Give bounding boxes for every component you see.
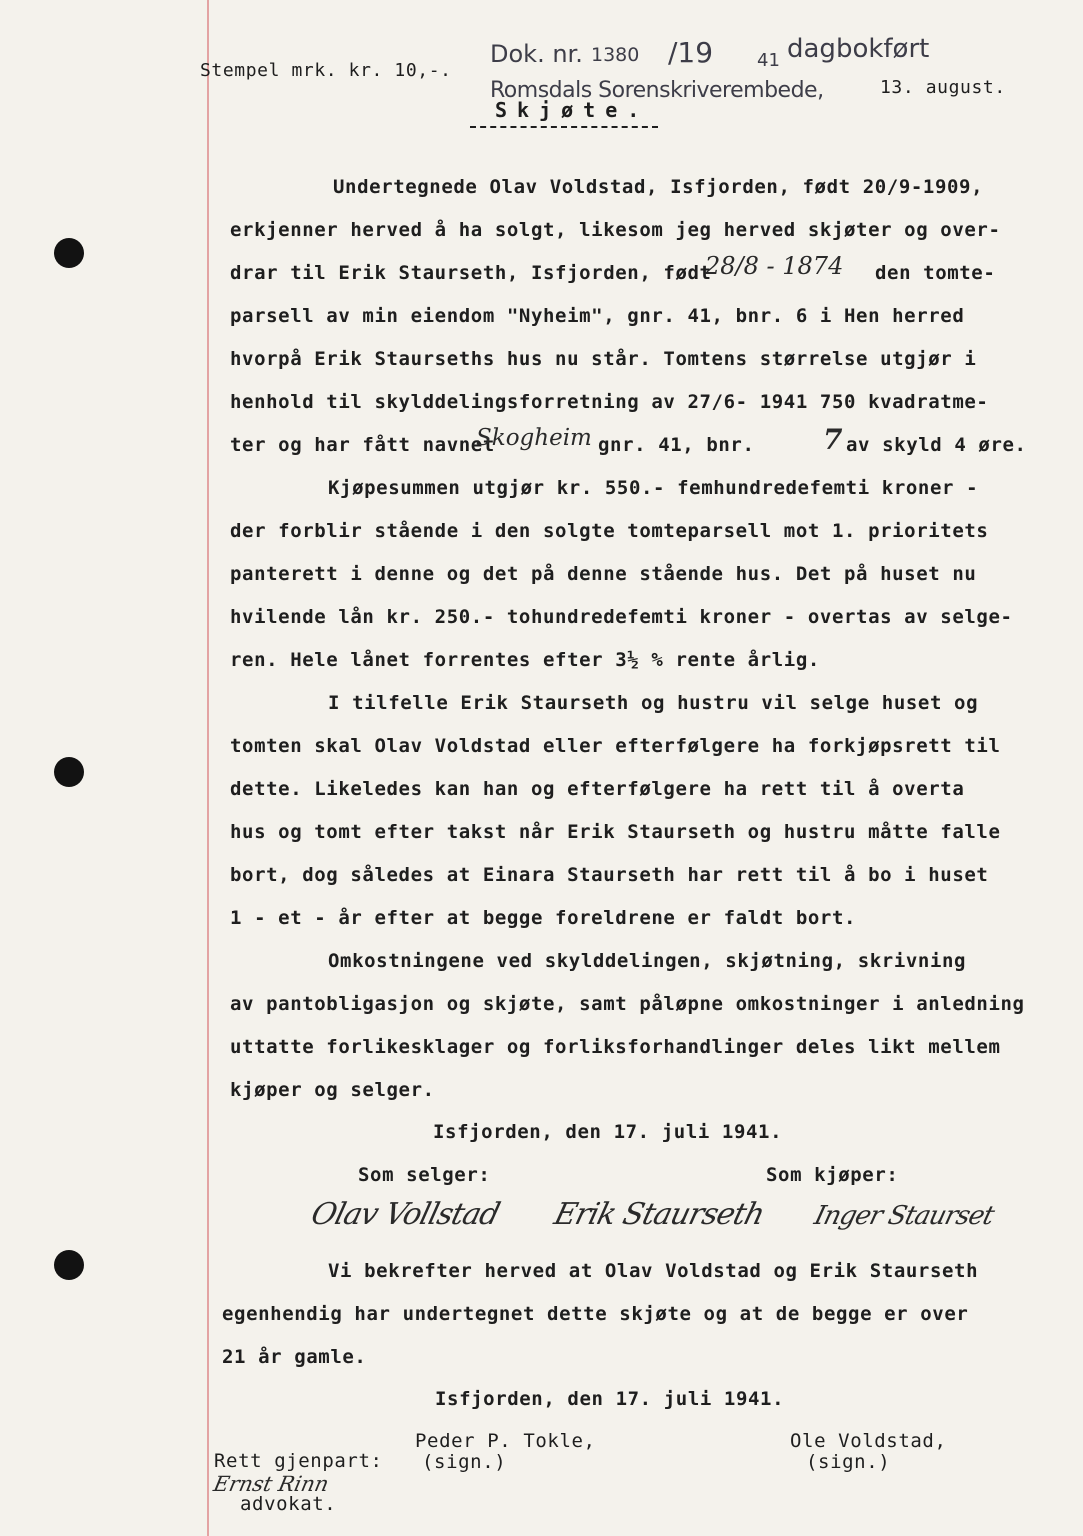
body-line: hus og tomt efter takst når Erik Staurseth og hustru måtte falle (230, 821, 1001, 843)
body-line: den tomte- (875, 262, 996, 284)
year-slash: /19 (668, 36, 714, 69)
body-line: dette. Likeledes kan han og efterfølgere ha rett til å overta (230, 778, 965, 800)
body-line: erkjenner herved å ha solgt, likesom jeg herved skjøter og over- (230, 219, 1001, 241)
body-line: tomten skal Olav Voldstad eller efterfølgere ha forkjøpsrett til (230, 735, 1001, 757)
body-line: bort, dog således at Einara Staurseth har rett til å bo i huset (230, 864, 989, 886)
buyer-signature: Erik Staurseth (550, 1197, 768, 1232)
handwritten-bnr: 7 (823, 423, 843, 456)
body-line: kjøper og selger. (230, 1079, 435, 1101)
advokat-label: advokat. (240, 1493, 337, 1515)
body-line: Omkostningene ved skylddelingen, skjøtning, skrivning (328, 950, 967, 972)
dok-label: Dok. nr. (490, 40, 583, 68)
witness-sign: (sign.) (806, 1451, 891, 1473)
advokat-signature: Ernst Rinn (211, 1472, 331, 1496)
body-line: ren. Hele lånet forrentes efter 3½ % rente årlig. (230, 649, 820, 671)
body-line: parsell av min eiendom "Nyheim", gnr. 41, bnr. 6 i Hen herred (230, 305, 965, 327)
punch-hole (54, 757, 84, 787)
punch-hole (54, 238, 84, 268)
body-line: drar til Erik Staurseth, Isfjorden, født (230, 262, 712, 284)
buyer-signature-2: Inger Staurset (811, 1201, 997, 1231)
margin-rule (207, 0, 209, 1536)
body-line: henhold til skylddelingsforretning av 27/6- 1941 750 kvadratme- (230, 391, 989, 413)
office-stamp: Romsdals Sorenskriverembede, (490, 78, 824, 103)
witness-name: Ole Voldstad, (790, 1430, 947, 1452)
header-date: 13. august. (880, 77, 1006, 98)
body-line: av skyld 4 øre. (846, 434, 1027, 456)
body-line: der forblir stående i den solgte tomteparsell mot 1. prioritets (230, 520, 989, 542)
handwritten-birth-date: 28/8 - 1874 (705, 252, 844, 280)
seller-label: Som selger: (358, 1164, 491, 1186)
body-line: panterett i denne og det på denne stående hus. Det på huset nu (230, 563, 977, 585)
confirmation-line: Vi bekrefter herved at Olav Voldstad og Erik Staurseth (328, 1260, 979, 1282)
seller-signature: Olav Vollstad (307, 1197, 503, 1232)
confirmation-line: 21 år gamle. (222, 1346, 367, 1368)
body-line: uttatte forlikеsklager og forliksforhandlinger deles likt mellem (230, 1036, 1001, 1058)
body-line: Kjøpesummen utgjør kr. 550.- femhundredefemti kroner - (328, 477, 979, 499)
body-line: hvilende lån kr. 250.- tohundredefemti kroner - overtas av selge- (230, 606, 1013, 628)
body-line: 1 - et - år efter at begge foreldrene er faldt bort. (230, 907, 857, 929)
copy-label: Rett gjenpart: (214, 1450, 383, 1472)
handwritten-property-name: Skogheim (476, 425, 592, 451)
confirmation-line: egenhendig har undertegnet dette skjøte og at de begge er over (222, 1303, 969, 1325)
body-line: gnr. 41, bnr. (598, 434, 755, 456)
body-line: ter og har fått navnet (230, 434, 495, 456)
witness-name: Peder P. Tokle, (415, 1430, 596, 1452)
body-line: I tilfelle Erik Staurseth og hustru vil selge huset og (328, 692, 979, 714)
buyer-label: Som kjøper: (766, 1164, 899, 1186)
body-line: hvorpå Erik Staurseths hus nu står. Tomtens størrelse utgjør i (230, 348, 977, 370)
dagbokfort-stamp: dagbokført (787, 34, 930, 64)
place-date: Isfjorden, den 17. juli 1941. (435, 1388, 785, 1410)
punch-hole (54, 1250, 84, 1280)
body-line: Undertegnede Olav Voldstad, Isfjorden, født 20/9-1909, (333, 176, 984, 198)
witness-sign: (sign.) (422, 1451, 507, 1473)
body-line: av pantobligasjon og skjøte, samt påløpne omkostninger i anledning (230, 993, 1025, 1015)
stamp-value: Stempel mrk. kr. 10,-. (200, 60, 452, 81)
year-suffix: 41 (757, 50, 780, 71)
title-underline (470, 126, 658, 128)
place-date: Isfjorden, den 17. juli 1941. (433, 1121, 783, 1143)
dok-number: 1380 (591, 44, 640, 66)
document-title: Skjøte. (495, 98, 650, 122)
